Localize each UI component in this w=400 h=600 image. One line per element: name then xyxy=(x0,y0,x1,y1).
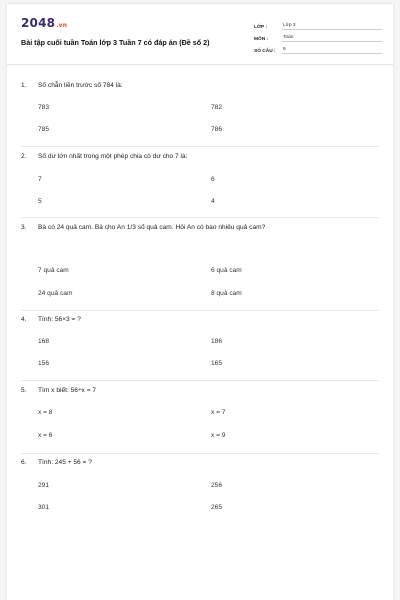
question-text xyxy=(21,459,92,466)
meta-class-label: LỚP : xyxy=(254,25,268,30)
question-prompt: Tính: 56×3 = ? xyxy=(38,316,81,323)
question-number: 3. xyxy=(21,224,27,231)
question-text xyxy=(21,316,81,323)
question-number: 6. xyxy=(21,459,27,466)
answer-option[interactable]: 291 xyxy=(38,482,50,489)
question-divider xyxy=(21,310,379,311)
worksheet xyxy=(7,4,393,600)
question-prompt: Tính: 245 + 56 = ? xyxy=(38,459,92,466)
meta-count-value: 6 xyxy=(282,47,382,54)
answer-option[interactable]: 4 xyxy=(211,198,215,205)
answer-option[interactable]: 5 xyxy=(38,198,42,205)
meta-subject-label: MÔN : xyxy=(254,37,269,42)
answer-option[interactable]: x = 9 xyxy=(211,432,226,439)
question-number: 1. xyxy=(21,82,27,89)
question-number: 4. xyxy=(21,316,27,323)
answer-option[interactable]: 6 quả cam xyxy=(211,267,242,274)
question-number: 5. xyxy=(21,387,27,394)
meta-class-row xyxy=(254,19,382,30)
answer-option[interactable]: 782 xyxy=(211,104,223,111)
answer-option[interactable]: x = 7 xyxy=(211,409,226,416)
question-prompt: Số chẵn liền trước số 784 là: xyxy=(38,82,123,89)
answer-option[interactable]: 786 xyxy=(211,126,223,133)
question-number: 2. xyxy=(21,153,27,160)
question-text xyxy=(21,387,96,394)
question-prompt: Số dư lớn nhất trong một phép chia có dư cho 7 là: xyxy=(38,153,188,160)
meta-subject-value: Toán xyxy=(282,35,382,42)
worksheet-title: Bài tập cuối tuần Toán lớp 3 Tuần 7 có đáp án (Đề số 2) xyxy=(21,38,210,47)
answer-option[interactable]: 24 quả cam xyxy=(38,290,73,297)
logo-suffix: .vn xyxy=(56,22,68,29)
answer-option[interactable]: 168 xyxy=(38,338,50,345)
question-text xyxy=(21,153,188,160)
answer-option[interactable]: 256 xyxy=(211,482,223,489)
site-logo[interactable] xyxy=(21,16,67,30)
worksheet-meta xyxy=(254,19,382,55)
question-prompt: Tìm x biết: 56÷x = 7 xyxy=(38,387,97,394)
answer-option[interactable]: x = 8 xyxy=(38,409,53,416)
meta-count-label: SỐ CÂU : xyxy=(254,49,276,54)
answer-option[interactable]: x = 6 xyxy=(38,432,53,439)
answer-option[interactable]: 301 xyxy=(38,504,50,511)
question-text xyxy=(21,82,123,89)
worksheet-header xyxy=(7,4,393,65)
answer-option[interactable]: 7 quả cam xyxy=(38,267,69,274)
answer-option[interactable]: 7 xyxy=(38,176,42,183)
question-divider xyxy=(21,146,379,147)
meta-subject-row xyxy=(254,31,382,42)
answer-option[interactable]: 783 xyxy=(38,104,50,111)
meta-class-value: Lớp 3 xyxy=(282,23,382,30)
answer-option[interactable]: 265 xyxy=(211,504,223,511)
answer-option[interactable]: 165 xyxy=(211,360,223,367)
meta-count-row xyxy=(254,43,382,54)
answer-option[interactable]: 156 xyxy=(38,360,50,367)
question-divider xyxy=(21,380,379,381)
question-divider xyxy=(21,217,379,218)
question-divider xyxy=(21,453,379,454)
answer-option[interactable]: 186 xyxy=(211,338,223,345)
question-prompt: Bà có 24 quả cam. Bà cho An 1/3 số quả cam. Hỏi An có bao nhiêu quả cam? xyxy=(38,224,266,231)
answer-option[interactable]: 785 xyxy=(38,126,50,133)
answer-option[interactable]: 8 quả cam xyxy=(211,290,242,297)
answer-option[interactable]: 6 xyxy=(211,176,215,183)
question-text xyxy=(21,224,265,231)
logo-main: 2048 xyxy=(21,16,56,30)
